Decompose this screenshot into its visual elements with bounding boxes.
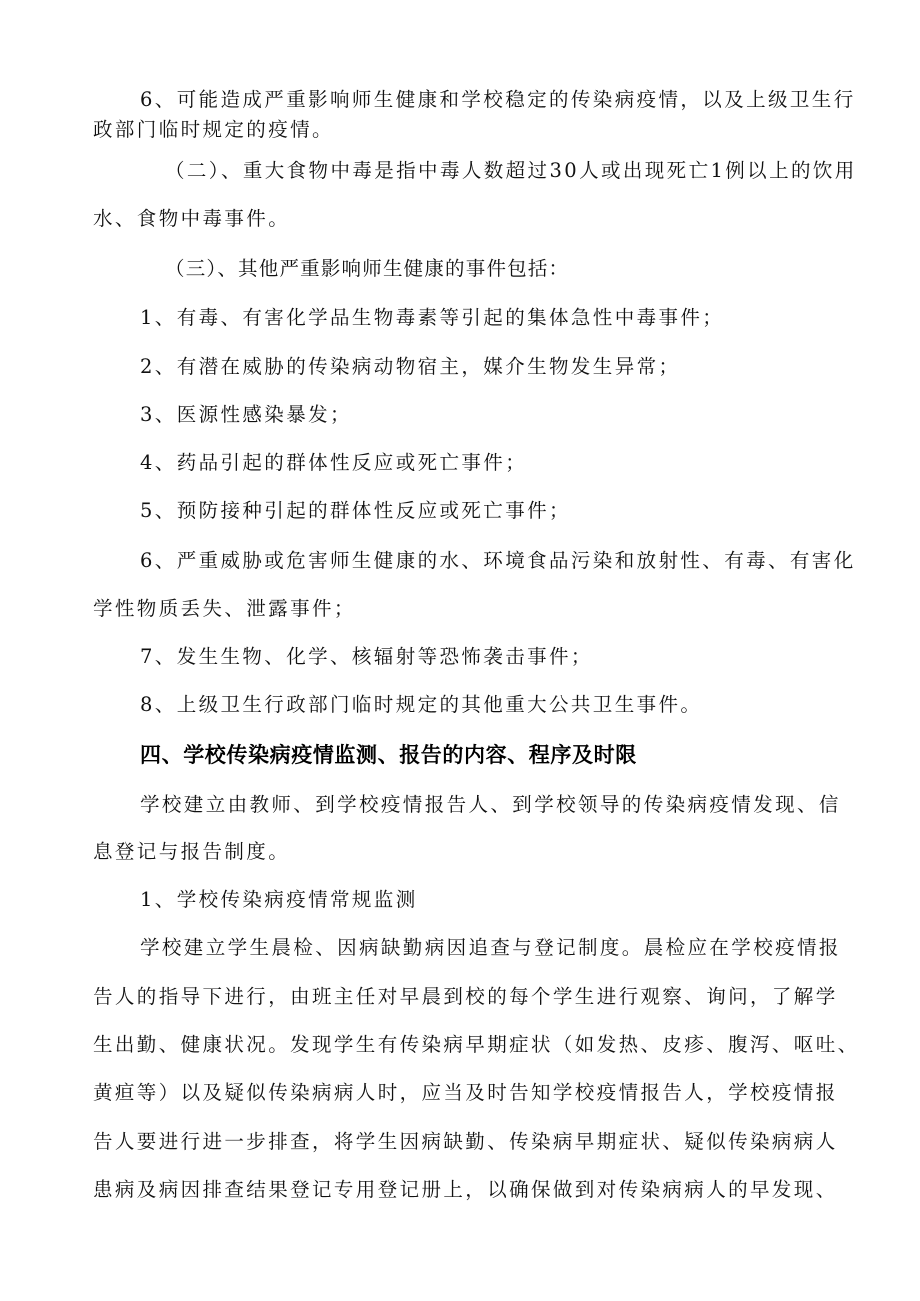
text-line: 患病及病因排查结果登记专用登记册上，以确保做到对传染病病人的早发现、 bbox=[93, 1178, 838, 1201]
text-line: （二）、重大食物中毒是指中毒人数超过30人或出现死亡1例以上的饮用 bbox=[165, 159, 857, 182]
text-line: 学性物质丢失、泄露事件； bbox=[93, 597, 356, 620]
text-line: 生出勤、健康状况。发现学生有传染病早期症状（如发热、皮疹、腹泻、呕吐、 bbox=[93, 1033, 860, 1056]
list-item: 6、严重威胁或危害师生健康的水、环境食品污染和放射性、有毒、有害化 bbox=[140, 549, 856, 572]
text-line: 水、食物中毒事件。 bbox=[93, 207, 291, 230]
section-heading: 四、学校传染病疫情监测、报告的内容、程序及时限 bbox=[140, 743, 637, 767]
text-line: 黄疸等）以及疑似传染病病人时，应当及时告知学校疫情报告人，学校疫情报 bbox=[93, 1081, 838, 1104]
list-item: 3、医源性感染暴发； bbox=[140, 403, 352, 426]
list-item: 8、上级卫生行政部门临时规定的其他重大公共卫生事件。 bbox=[140, 693, 703, 716]
subsection-heading: 1、学校传染病疫情常规监测 bbox=[140, 888, 418, 911]
text-line: 6、可能造成严重影响师生健康和学校稳定的传染病疫情，以及上级卫生行 bbox=[140, 88, 856, 111]
list-item: 2、有潜在威胁的传染病动物宿主，媒介生物发生异常； bbox=[140, 355, 681, 378]
list-item: 5、预防接种引起的群体性反应或死亡事件； bbox=[140, 499, 571, 522]
text-line: 告人的指导下进行，由班主任对早晨到校的每个学生进行观察、询问，了解学 bbox=[93, 985, 838, 1008]
text-line: 学校建立学生晨检、因病缺勤病因追查与登记制度。晨检应在学校疫情报 bbox=[140, 936, 841, 959]
text-line: 告人要进行进一步排查，将学生因病缺勤、传染病早期症状、疑似传染病病人 bbox=[93, 1130, 838, 1153]
text-line: 学校建立由教师、到学校疫情报告人、到学校领导的传染病疫情发现、信 bbox=[140, 793, 841, 816]
text-line: 息登记与报告制度。 bbox=[93, 840, 291, 863]
text-line: 政部门临时规定的疫情。 bbox=[93, 118, 334, 141]
list-item: 4、药品引起的群体性反应或死亡事件； bbox=[140, 451, 528, 474]
list-item: 1、有毒、有害化学品生物毒素等引起的集体急性中毒事件； bbox=[140, 306, 725, 329]
list-item: 7、发生生物、化学、核辐射等恐怖袭击事件； bbox=[140, 645, 593, 668]
text-line: （三）、其他严重影响师生健康的事件包括： bbox=[165, 257, 570, 280]
